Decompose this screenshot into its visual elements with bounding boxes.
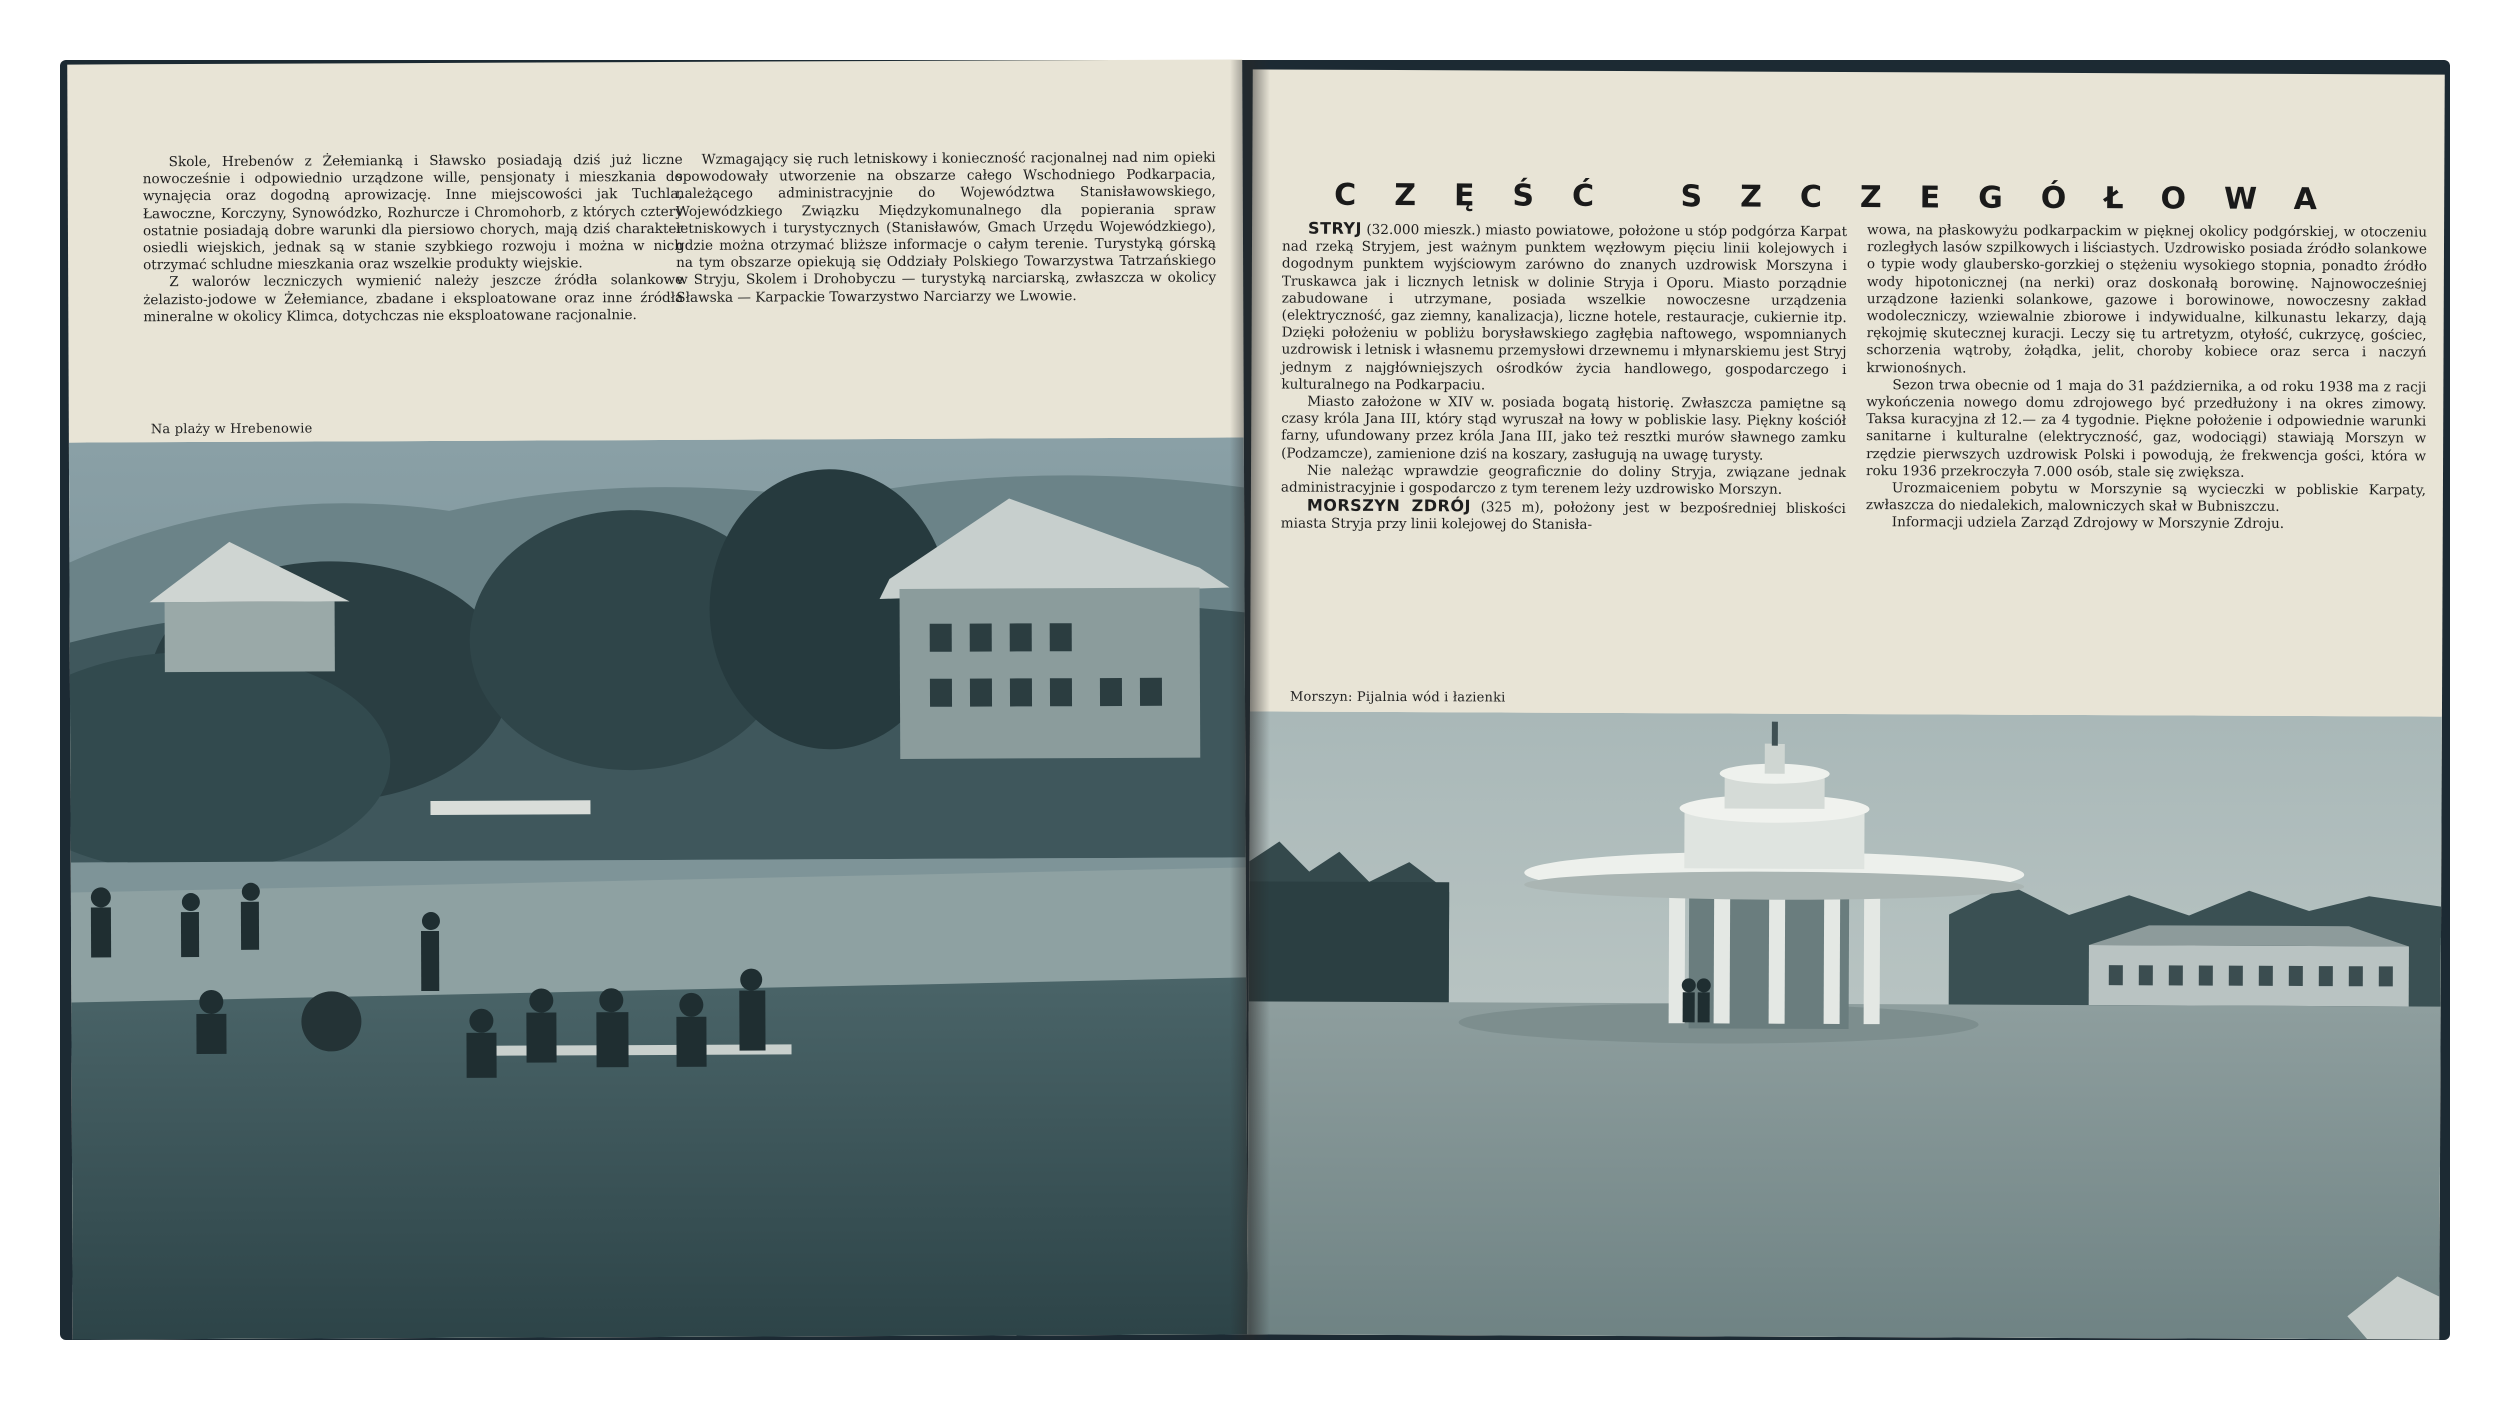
paragraph: (32.000 mieszk.) miasto powiatowe, położone u stóp podgórza Karpat nad rzeką Stryjem, jest ważnym punktem węzłowym pięciu linii kolejowych i dogodnym punktem wyjściowym zarówno do znanych uzdrowisk Morszyna i Truskawca jak i licznych letnisk w dolinie Stryja i Oporu. Miasto porządnie zabudowane i utrzymane, posiada wszelkie nowoczesne urządzenia (elektryczność, gaz ziemny, kanalizacja), liczne hotele, restauracje, cukiernie itp. Dzięki położeniu w pobliżu borysławskiego zagłębia naftowego, wspomnianych uzdrowisk i letnisk i własnemu przemysłowi drzewnemu i młynarskiemu jest Stryj jednym z najgłówniejszych ośrodków życia handlowego, gospodarczego i kulturalnego na Podkarpaciu. [1281,221,1848,394]
section-title: CZĘŚĆ SZCZEGÓŁOWA [1334,177,2356,218]
morszyn-photo [1247,711,2442,1339]
paragraph: Informacji udziela Zarząd Zdrojowy w Morszynie Zdroju. [1891,514,2285,533]
paragraph: Skole, Hrebenów z Żełemianką i Sławsko posiadają dziś już liczne nowocześnie i odpowiednio urządzone wille, pensjonaty i mieszkania do wynajęcia oraz dogodną aprowizację. Inne miejscowości jak Tuchla, Ławoczne, Korczyny, Synowódzko, Rozhurcze i Chromohorb, z których cztery ostatnie posiadają dobre warunki dla piersiowo chorych, mają dziś charakter osiedli wiejskich, jednak są w stanie szybkiego rozwoju i można w nich otrzymać schludne mieszkania oraz wszelkie produkty wiejskie. [142,151,684,274]
right-page [1247,69,2445,1339]
right-text-column-2 [1866,222,2427,534]
left-text-column-2 [676,150,1217,307]
photo-caption: Na plaży w Hrebenowie [150,421,313,438]
paragraph: Urozmaiceniem pobytu w Morszynie są wycieczki w pobliskie Karpaty, zwłaszcza do niedalekich, malowniczych skał w Bubniszczu. [1865,480,2426,516]
paragraph: Z walorów leczniczych wymienić należy jeszcze źródła solankowe żelazisto-jodowe w Żełemiance, zbadane i eksploatowane oraz inne źródła mineralne w okolicy Klimca, dotychczas nie eksploatowane racjonalnie. [143,272,684,326]
paragraph: Miasto założone w XIV w. posiada bogatą historię. Zwłaszcza pamiętne są czasy króla Jana III, który stąd wyruszał na łowy w pobliskie lasy. Piękny kościół farny, ufundowany przez króla Jana III, jako też resztki murów sławnego zamku (Podzamcze), zamienione dziś na koszary, zasługują na uwagę turysty. [1281,393,1847,464]
beach-photo [69,437,1248,1339]
beach-photo-illustration [69,437,1248,1339]
book-gutter [1230,60,1270,1340]
right-text-column-1 [1281,220,1847,536]
heading-stryj: STRYJ [1308,218,1363,238]
paragraph: Nie należąc wprawdzie geograficznie do doliny Stryja, związane jednak administracyjnie i gospodarczo z tym terenem leży uzdrowisko Morszyn. [1280,462,1847,498]
paragraph: (325 m), położony jest w bezpośredniej bliskości miasta Stryja przy linii kolejowej do Stanisła- [1280,499,1846,534]
left-page [67,59,1248,1339]
paragraph: Sezon trwa obecnie od 1 maja do 31 października, a od roku 1938 ma z racji wykończenia nowego domu zdrojowego być przedłużony i na okres zimowy. Taksa kuracyjna zł 12.— za 4 tygodnie. Piękne położenie i odpowiednie warunki sanitarne i kulturalne (elektryczność, gaz, wodociągi) stawiają Morszyn w rzędzie pierwszych uzdrowisk Polski i powodują, że frekwencja gości, która w roku 1936 przekroczyła 7.000 osób, stale się zwiększa. [1865,377,2427,481]
photo-caption: Morszyn: Pijalnia wód i łazienki [1289,689,1506,706]
heading-morszyn: MORSZYN ZDRÓJ [1306,495,1471,516]
paragraph: Wzmagający się ruch letniskowy i konieczność racjonalnej nad nim opieki spowodowały utworzenie na obszarze całego Wschodniego Podkarpacia, należącego administracyjnie do Województwa Stanisławowskiego, Wojewódzkiego Związku Międzykomunalnego dla popierania spraw letniskowych i turystycznych (Stanisławów, Gmach Urzędu Wojewódzkiego), gdzie można otrzymać bliższe informacje o całym terenie. Turystyką górską na tym obszarze opiekują się Oddziały Polskiego Towarzystwa Tatrzańskiego w Stryju, Skolem i Drohobyczu — turystyką narciarską, zwłaszcza w okolicy Sławska — Karpackie Towarzystwo Narciarzy we Lwowie. [675,149,1217,306]
paragraph: wowa, na płaskowyżu podkarpackim w pięknej okolicy podgórskiej, w otoczeniu rozległych lasów szpilkowych i liściastych. Uzdrowisko posiada źródło solankowe o typie wody glaubersko-gorzkiej o stężeniu wysokiego stopnia, ponadto źródło wody hipotonicznej (na nerki) oraz doskonałą borowinę. Najnowocześniej urządzone łazienki solankowe, gazowe i borowinowe, nowoczesny zakład wodoleczniczy, wziewalnie zbiorowe i indywidualne, kilkunastu lekarzy, dają rękojmię skutecznej kuracji. Leczy się tu artretyzm, otyłość, cukrzycę, gościec, schorzenia wątroby, żołądka, jelit, choroby kobiece oraz serca i naczyń krwionośnych. [1866,222,2428,377]
left-text-column-1 [143,152,684,326]
morszyn-photo-illustration [1247,711,2442,1339]
